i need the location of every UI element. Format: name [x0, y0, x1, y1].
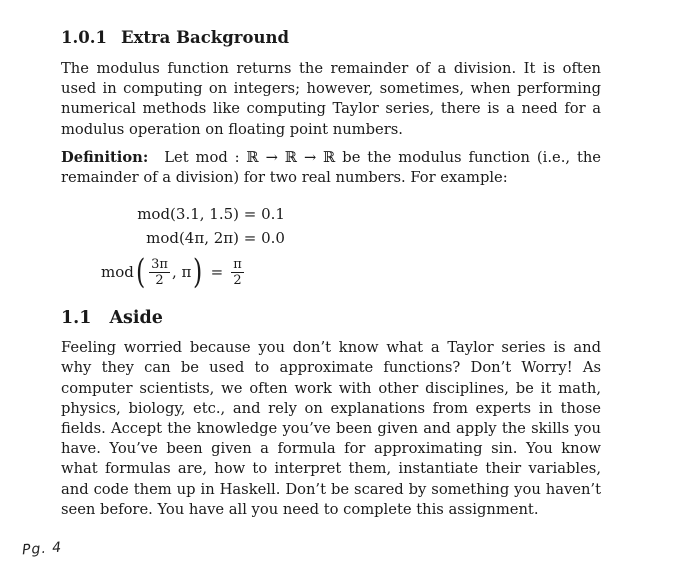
- section-title: Aside: [109, 308, 163, 329]
- subsection-heading: [61, 28, 601, 47]
- equation-lhs: mod(4π, 2π): [146, 229, 239, 248]
- equation-row: [101, 202, 601, 226]
- left-paren: (: [135, 252, 146, 293]
- math-examples: [101, 202, 601, 294]
- document-page: [61, 28, 601, 520]
- equals-sign: =: [210, 263, 224, 282]
- page-number-annotation: Pg. 4: [21, 539, 63, 559]
- section-number: 1.1: [61, 308, 92, 329]
- definition-text: Let mod : ℝ → ℝ → ℝ be the modulus function (i.e., the remainder of a division) for two real numbers. For example:: [61, 148, 601, 187]
- equation-lhs: mod(3.1, 1.5): [137, 205, 239, 224]
- equation-rhs: = 0.0: [243, 229, 285, 248]
- fraction-rhs: $\frac{\pi}{2}$: [233, 256, 242, 288]
- definition-label: Definition:: [61, 148, 149, 166]
- fraction-arg1: $\frac{3\pi}{2}$: [151, 256, 168, 288]
- equation-rhs: = 0.1: [243, 205, 285, 224]
- comma: ,: [171, 263, 182, 282]
- fraction-arg2: π: [181, 263, 192, 282]
- equation-row: [101, 226, 601, 250]
- subsection-title: Extra Background: [120, 28, 289, 47]
- definition-paragraph: [61, 148, 601, 188]
- intro-paragraph: The modulus function returns the remainder of a division. It is often used in computing on integers; however, sometimes, when performing numerical methods like computing Taylor series, there is a need for a modulus operation on floating point numbers.: [61, 60, 601, 138]
- equation-func: mod: [101, 263, 134, 282]
- aside-paragraph: Feeling worried because you don’t know what a Taylor series is and why they can be used to approximate functions? Don’t Worry! As computer scientists, we often work with other disciplines, be it math, physics, biology, etc., and rely on explanations from experts in those fields. Accept the knowledge you’ve been given and apply the skills you have. You’ve been given a formula for approximating sin. You know what formulas are, how to interpret them, instantiate their variables, and code them up in Haskell. Don’t be scared by something you haven’t seen before. You have all you need to complete this assignment.: [61, 339, 601, 518]
- equation-row-fraction: [101, 250, 601, 294]
- section-heading: [61, 308, 601, 328]
- right-paren: ): [193, 252, 203, 293]
- subsection-number: 1.0.1: [61, 28, 107, 47]
